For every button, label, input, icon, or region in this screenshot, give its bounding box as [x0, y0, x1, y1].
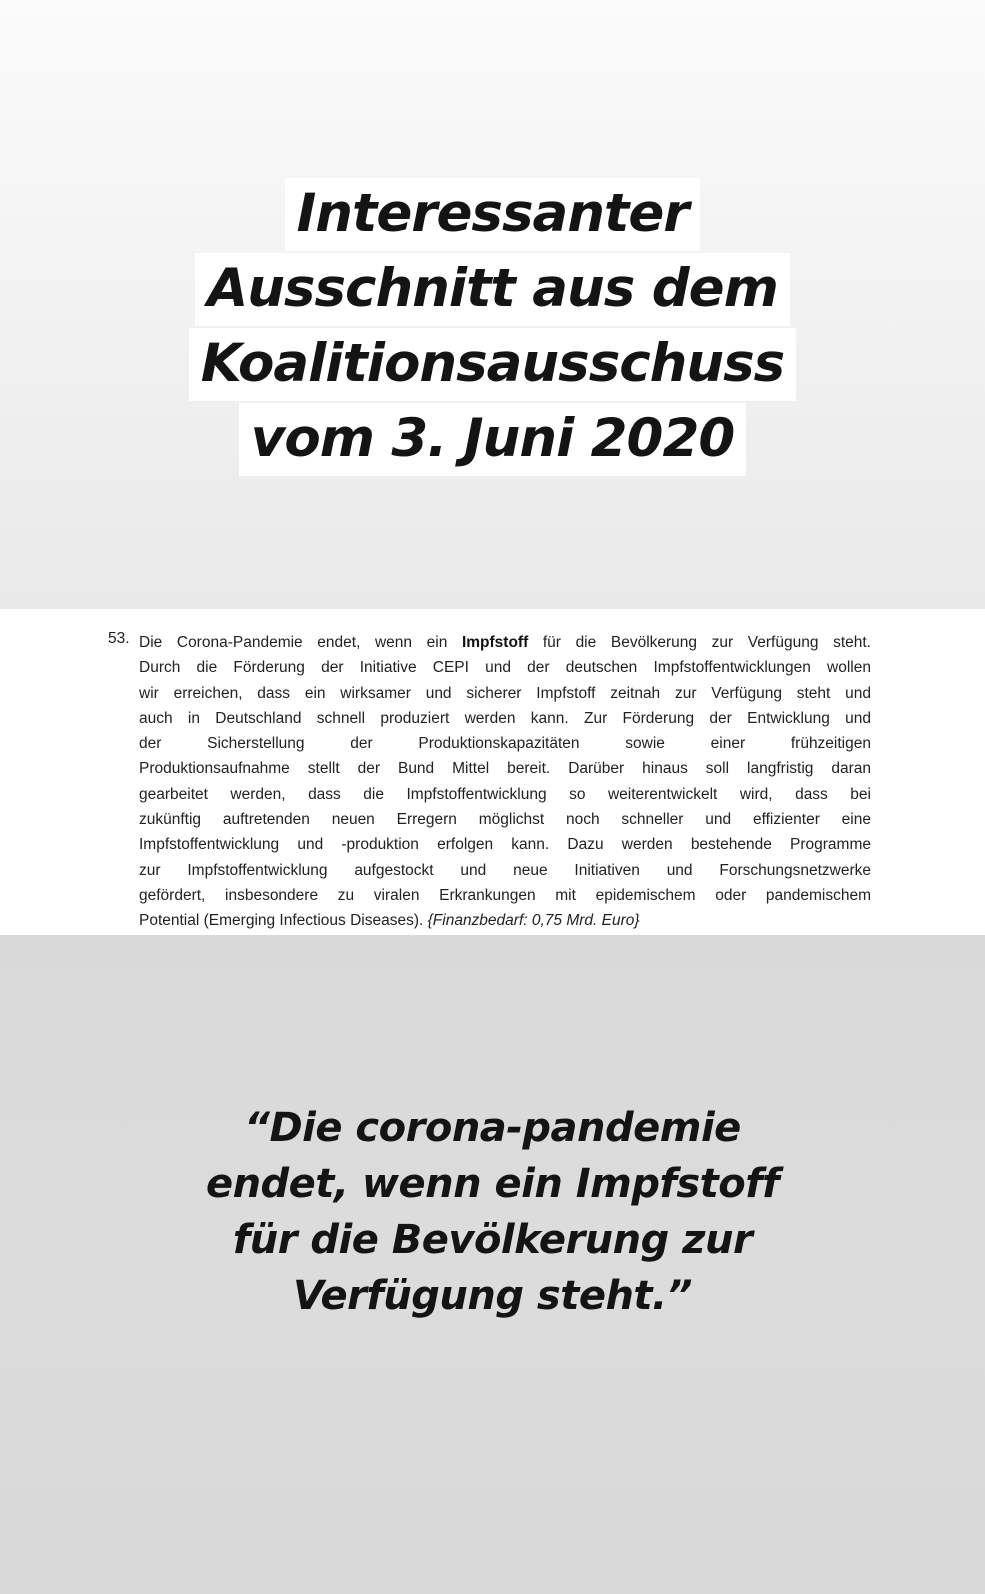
item-number: 53.: [108, 630, 130, 647]
document-line: wir erreichen, dass ein wirksamer und sicherer Impfstoff zeitnah zur Verfügung steht und: [139, 684, 871, 702]
document-text: für die Bevölkerung zur Verfügung steht.: [528, 634, 871, 651]
document-line: [139, 908, 871, 933]
headline-line: [0, 328, 985, 403]
headline-text: vom 3. Juni 2020: [239, 403, 746, 476]
quote-line: Verfügung steht.”: [292, 1273, 693, 1319]
document-line: der Sicherstellung der Produktionskapazitäten sowie einer frühzeitigen: [139, 735, 871, 753]
document-paragraph: [139, 630, 871, 934]
document-line: zukünftig auftretenden neuen Erregern möglichst noch schneller und effizienter eine: [139, 811, 871, 829]
document-line: gefördert, insbesondere zu viralen Erkrankungen mit epidemischem oder pandemischem: [139, 886, 871, 904]
headline-text: Koalitionsausschuss: [189, 328, 796, 401]
document-line: [139, 630, 871, 655]
headline-line: [0, 253, 985, 328]
quote-line: “Die corona-pandemie: [244, 1105, 741, 1151]
document-excerpt: [0, 609, 985, 935]
quote-line: für die Bevölkerung zur: [232, 1217, 753, 1263]
headline-line: [0, 178, 985, 253]
headline-text: Ausschnitt aus dem: [195, 253, 790, 326]
document-line: gearbeitet werden, dass die Impfstoffentwicklung so weiterentwickelt wird, dass bei: [139, 785, 871, 803]
headline-text: Interessanter: [285, 178, 701, 251]
document-text: Potential (Emerging Infectious Diseases).: [139, 912, 428, 930]
finance-note: {Finanzbedarf: 0,75 Mrd. Euro}: [427, 912, 640, 930]
headline: [0, 178, 985, 478]
document-text: Die Corona-Pandemie endet, wenn ein: [139, 634, 462, 651]
document-line: Impfstoffentwicklung und -produktion erfolgen kann. Dazu werden bestehende Programme: [139, 836, 871, 854]
headline-line: [0, 403, 985, 478]
quote: [0, 1100, 985, 1324]
document-line: zur Impfstoffentwicklung aufgestockt und neue Initiativen und Forschungsnetzwerke: [139, 861, 871, 879]
quote-line: endet, wenn ein Impfstoff: [205, 1161, 780, 1207]
document-line: Produktionsaufnahme stellt der Bund Mittel bereit. Darüber hinaus soll langfristig daran: [139, 760, 871, 778]
document-line: Durch die Förderung der Initiative CEPI und der deutschen Impfstoffentwicklungen wollen: [139, 659, 871, 677]
document-line: auch in Deutschland schnell produziert werden kann. Zur Förderung der Entwicklung und: [139, 709, 871, 727]
document-emphasis: Impfstoff: [461, 634, 529, 651]
